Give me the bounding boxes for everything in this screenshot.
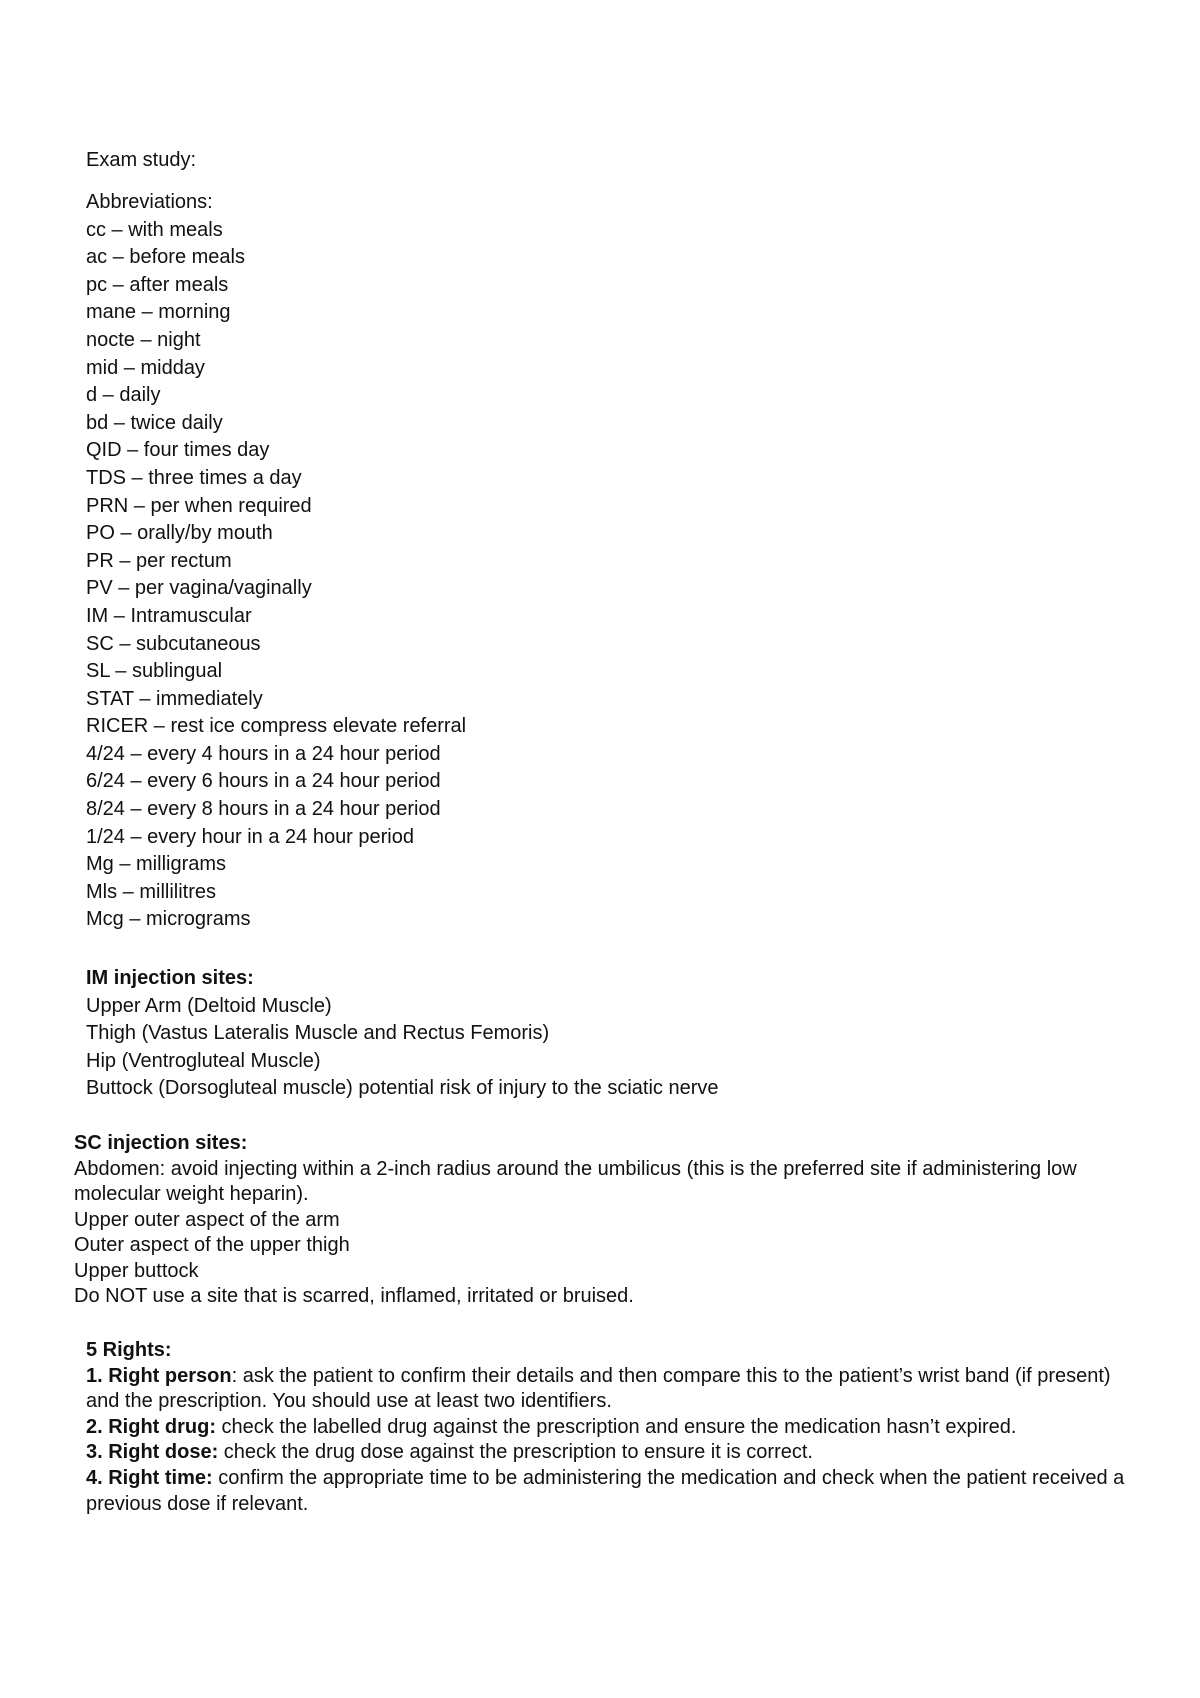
im-injection-sites-section xyxy=(86,965,719,1103)
abbreviation-item: STAT – immediately xyxy=(86,687,263,710)
right-item-text: check the labelled drug against the prescription and ensure the medication hasn’t expired. xyxy=(215,1415,1017,1438)
im-site-item: Hip (Ventrogluteal Muscle) xyxy=(86,1049,321,1072)
abbreviations-section xyxy=(86,189,466,934)
abbreviation-item: TDS – three times a day xyxy=(86,466,302,489)
page-title: Exam study: xyxy=(86,149,197,171)
im-site-item: Upper Arm (Deltoid Muscle) xyxy=(86,994,332,1017)
abbreviation-item: PO – orally/by mouth xyxy=(86,522,273,545)
abbreviation-item: QID – four times day xyxy=(86,439,270,462)
sc-site-item: Do NOT use a site that is scarred, inflamed, irritated or bruised. xyxy=(74,1285,634,1307)
right-item-label: 1. Right person xyxy=(86,1364,232,1387)
abbreviation-item: 1/24 – every hour in a 24 hour period xyxy=(86,825,414,848)
sc-injection-sites-section xyxy=(74,1131,1114,1310)
five-rights-section xyxy=(86,1338,1126,1517)
rights-heading: 5 Rights: xyxy=(86,1339,172,1361)
right-item-text: : ask the patient to confirm their details and then compare this to the patient’s wrist band (if present) and the prescription. You should use at least two identifiers. xyxy=(86,1364,1111,1413)
abbreviation-item: PRN – per when required xyxy=(86,494,312,517)
abbreviation-item: PV – per vagina/vaginally xyxy=(86,577,312,600)
right-item xyxy=(86,1415,1126,1441)
im-site-item: Thigh (Vastus Lateralis Muscle and Rectus Femoris) xyxy=(86,1022,550,1045)
abbreviation-item: Mcg – micrograms xyxy=(86,908,251,931)
sc-site-item: Upper outer aspect of the arm xyxy=(74,1208,340,1231)
abbreviation-item: 4/24 – every 4 hours in a 24 hour period xyxy=(86,742,441,765)
abbreviation-item: PR – per rectum xyxy=(86,549,232,572)
abbreviation-item: 6/24 – every 6 hours in a 24 hour period xyxy=(86,770,441,793)
right-item-text: check the drug dose against the prescription to ensure it is correct. xyxy=(218,1441,813,1464)
im-sites-heading: IM injection sites: xyxy=(86,967,254,989)
abbreviation-item: d – daily xyxy=(86,384,161,407)
abbreviation-item: bd – twice daily xyxy=(86,411,223,434)
abbreviation-item: RICER – rest ice compress elevate referral xyxy=(86,715,467,738)
right-item-label: 2. Right drug: xyxy=(86,1415,216,1438)
abbreviation-item: nocte – night xyxy=(86,328,201,351)
abbreviations-heading: Abbreviations: xyxy=(86,191,213,213)
abbreviation-item: Mls – millilitres xyxy=(86,880,216,903)
right-item xyxy=(86,1364,1126,1415)
abbreviation-item: IM – Intramuscular xyxy=(86,604,252,627)
sc-site-item: Abdomen: avoid injecting within a 2-inch radius around the umbilicus (this is the preferred site if administering low molecular weight heparin). xyxy=(74,1157,1077,1205)
right-item-label: 4. Right time: xyxy=(86,1466,213,1489)
abbreviation-item: 8/24 – every 8 hours in a 24 hour period xyxy=(86,798,441,821)
sc-sites-heading: SC injection sites: xyxy=(74,1132,248,1154)
abbreviation-item: mid – midday xyxy=(86,356,205,379)
abbreviation-item: ac – before meals xyxy=(86,246,245,269)
right-item xyxy=(86,1440,1126,1466)
im-site-item: Buttock (Dorsogluteal muscle) potential risk of injury to the sciatic nerve xyxy=(86,1077,719,1100)
abbreviation-item: cc – with meals xyxy=(86,218,223,241)
abbreviation-item: SC – subcutaneous xyxy=(86,632,261,655)
sc-site-item: Outer aspect of the upper thigh xyxy=(74,1234,350,1256)
abbreviation-item: SL – sublingual xyxy=(86,660,223,683)
sc-site-item: Upper buttock xyxy=(74,1259,199,1282)
right-item-text: confirm the appropriate time to be administering the medication and check when the patient received a previous dose if relevant. xyxy=(86,1466,1125,1515)
abbreviation-item: Mg – milligrams xyxy=(86,853,227,876)
right-item xyxy=(86,1466,1126,1517)
abbreviation-item: pc – after meals xyxy=(86,273,229,296)
abbreviation-item: mane – morning xyxy=(86,301,231,324)
right-item-label: 3. Right dose: xyxy=(86,1441,219,1464)
